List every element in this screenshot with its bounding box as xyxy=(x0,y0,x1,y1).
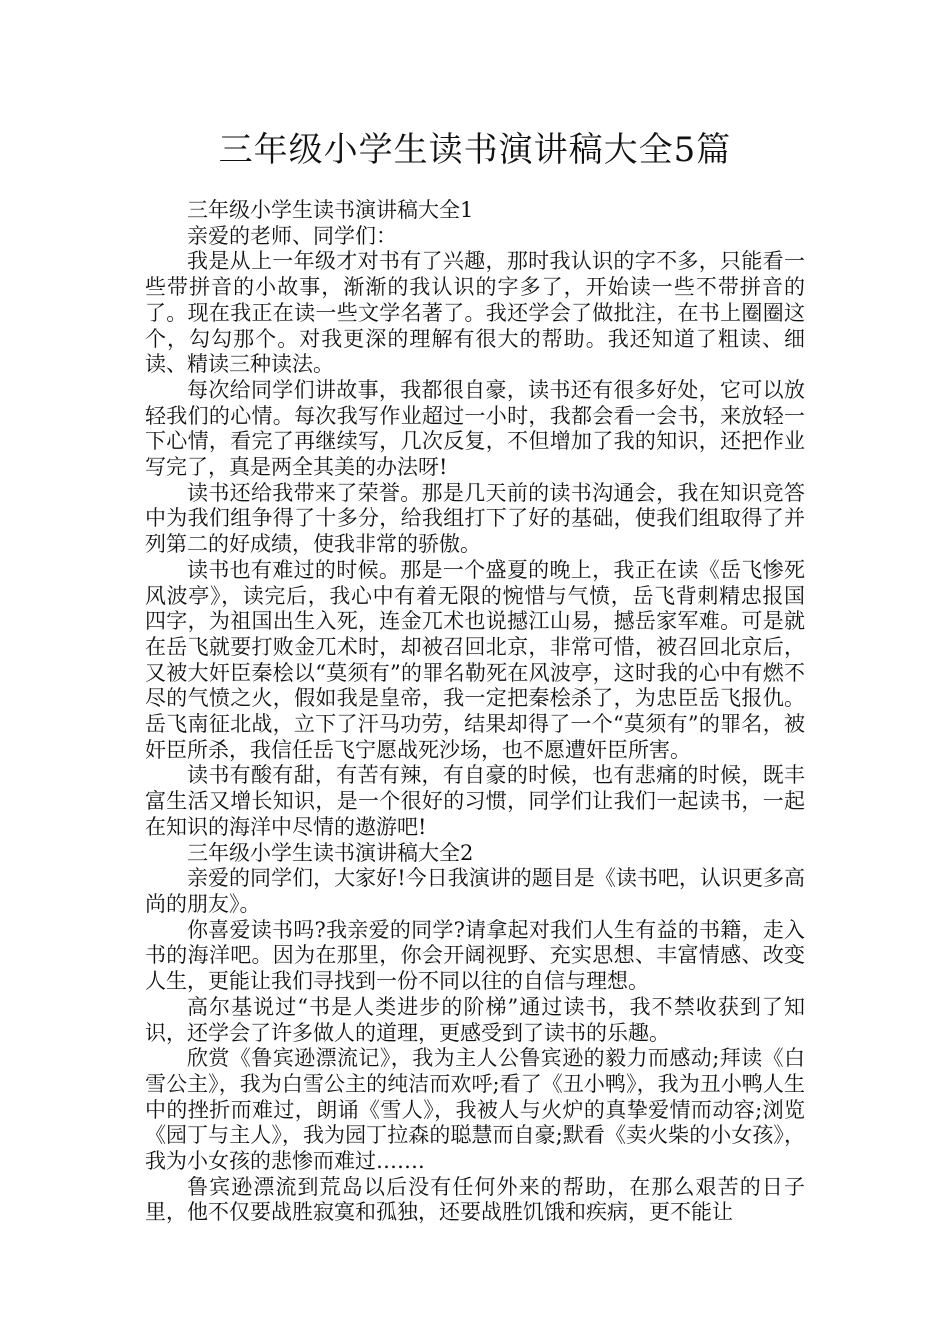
document-title: 三年级小学生读书演讲稿大全5篇 xyxy=(218,130,732,170)
document-body xyxy=(145,198,805,1226)
paragraph: 读书有酸有甜，有苦有辣，有自豪的时候，也有悲痛的时候，既丰富生活又增长知识，是一个很好的习惯，同学们让我们一起读书，一起在知识的海洋中尽情的遨游吧! xyxy=(145,763,805,839)
salutation-1: 亲爱的老师、同学们： xyxy=(187,223,397,248)
paragraph: 读书还给我带来了荣誉。那是几天前的读书沟通会，我在知识竞答中为我们组争得了十多分，给我组打下了好的基础，使我们组取得了并列第二的好成绩，使我非常的骄傲。 xyxy=(145,480,805,557)
paragraph: 我是从上一年级才对书有了兴趣，那时我认识的字不多，只能看一些带拼音的小故事，渐渐的我认识的字多了，开始读一些不带拼音的了。现在我正在读一些文学名著了。我还学会了做批注，在书上圈圈这个，勾勾那个。对我更深的理解有很大的帮助。我还知道了粗读、细读、精读三种读法。 xyxy=(145,249,805,377)
paragraph: 亲爱的同学们，大家好!今日我演讲的题目是《读书吧，认识更多高尚的朋友》。 xyxy=(145,866,805,916)
section-heading-1: 三年级小学生读书演讲稿大全1 xyxy=(187,198,474,222)
paragraph: 欣赏《鲁宾逊漂流记》，我为主人公鲁宾逊的毅力而感动;拜读《白雪公主》，我为白雪公主的纯洁而欢呼;看了《丑小鸭》，我为丑小鸭人生中的挫折而难过，朗诵《雪人》，我被人与火炉的真挚爱情而动容;浏览《园丁与主人》，我为园丁拉森的聪慧而自豪;默看《卖火柴的小女孩》，我为小女孩的悲惨而难过……. xyxy=(145,1046,805,1174)
paragraph: 你喜爱读书吗?我亲爱的同学?请拿起对我们人生有益的书籍，走入书的海洋吧。因为在那里，你会开阔视野、充实思想、丰富情感、改变人生，更能让我们寻找到一份不同以往的自信与理想。 xyxy=(145,917,805,994)
paragraph: 读书也有难过的时候。那是一个盛夏的晚上，我正在读《岳飞惨死风波亭》，读完后，我心中有着无限的惋惜与气愤，岳飞背刺精忠报国四字，为祖国出生入死，连金兀术也说撼江山易，撼岳家军难。可是就在岳飞就要打败金兀术时，却被召回北京，非常可惜，被召回北京后，又被大奸臣秦桧以“莫须有”的罪名勒死在风波亭，这时我的心中有燃不尽的气愤之火，假如我是皇帝，我一定把秦桧杀了，为忠臣岳飞报仇。岳飞南征北战，立下了汗马功劳，结果却得了一个“莫须有”的罪名，被奸臣所杀，我信任岳飞宁愿战死沙场，也不愿遭奸臣所害。 xyxy=(145,557,805,762)
paragraph: 高尔基说过“书是人类进步的阶梯”通过读书，我不禁收获到了知识，还学会了许多做人的道理，更感受到了读书的乐趣。 xyxy=(145,994,805,1045)
paragraph: 鲁宾逊漂流到荒岛以后没有任何外来的帮助，在那么艰苦的日子里，他不仅要战胜寂寞和孤独，还要战胜饥饿和疾病，更不能让 xyxy=(145,1174,805,1225)
paragraph: 每次给同学们讲故事，我都很自豪，读书还有很多好处，它可以放轻我们的心情。每次我写作业超过一小时，我都会看一会书，来放轻一下心情，看完了再继续写，几次反复，不但增加了我的知识，还把作业写完了，真是两全其美的办法呀! xyxy=(145,377,805,480)
section-heading-2: 三年级小学生读书演讲稿大全2 xyxy=(187,840,474,865)
